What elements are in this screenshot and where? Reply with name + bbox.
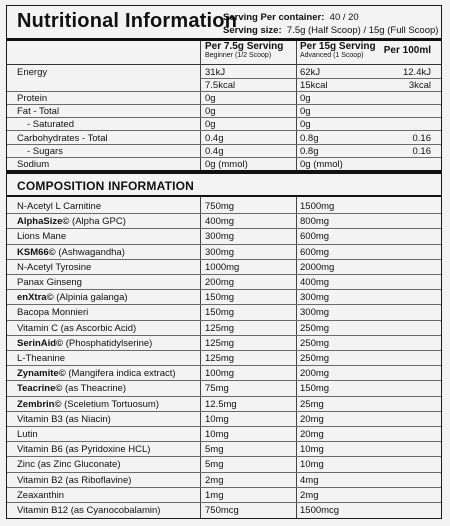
nutrition-panel xyxy=(6,5,442,519)
dose-half-scoop: 5mg xyxy=(205,444,224,456)
ingredient-label: Vitamin B2 (as Riboflavine) xyxy=(17,474,132,486)
composition-row xyxy=(7,412,441,427)
nutrition-row xyxy=(7,79,441,92)
nutrition-row xyxy=(7,145,441,158)
dose-full-scoop: 25mg xyxy=(300,398,324,410)
dose-full-scoop: 200mg xyxy=(300,368,330,380)
dose-half-scoop: 2mg xyxy=(205,474,224,486)
dose-half-scoop: 10mg xyxy=(205,429,229,440)
dose-full-scoop: 250mg xyxy=(300,353,330,364)
ingredient-brand: Teacrine© xyxy=(17,383,63,395)
value-full-scoop: 15kcal xyxy=(300,80,328,92)
ingredient-label: Lutin xyxy=(17,429,38,440)
nutrient-name: Sodium xyxy=(17,158,50,170)
header xyxy=(7,6,441,38)
nutrition-row xyxy=(7,132,441,145)
value-per-100ml: 12.4kJ xyxy=(403,67,431,78)
nutrient-name: Protein xyxy=(17,93,48,105)
dose-full-scoop: 4mg xyxy=(300,474,319,486)
composition-row xyxy=(7,245,441,260)
dose-full-scoop: 1500mcg xyxy=(300,505,340,516)
ingredient-name xyxy=(17,323,136,334)
column-header-per-100ml xyxy=(384,45,431,56)
ingredient-name xyxy=(17,247,125,258)
ingredient-label: N-Acetyl L Carnitine xyxy=(17,201,102,212)
value-half-scoop: 0g (mmol) xyxy=(205,158,248,170)
ingredient-label: (Phosphatidylserine) xyxy=(63,337,153,349)
ingredient-name xyxy=(17,277,82,288)
ingredient-name xyxy=(17,505,160,516)
dose-full-scoop: 250mg xyxy=(300,322,330,334)
ingredient-brand: AlphaSize© xyxy=(17,216,70,228)
composition-title-divider xyxy=(7,195,441,197)
dose-full-scoop: 1500mg xyxy=(300,201,335,212)
ingredient-label: Vitamin B12 (as Cyanocobalamin) xyxy=(17,505,161,516)
dose-full-scoop: 10mg xyxy=(300,444,324,456)
value-full-scoop: 0.8g xyxy=(300,145,319,157)
column-header-sub: Advanced (1 Scoop) xyxy=(300,52,364,59)
value-full-scoop: 0g xyxy=(300,106,311,118)
composition-row xyxy=(7,290,441,305)
ingredient-label: (Sceletium Tortuosum) xyxy=(61,398,159,410)
composition-row xyxy=(7,305,441,320)
value-per-100ml: 0.16 xyxy=(412,145,431,157)
ingredient-name xyxy=(17,475,131,486)
column-header-label: Per 15g Serving xyxy=(300,41,376,52)
ingredient-label: (Alpha GPC) xyxy=(69,216,126,228)
column-header-label: Per 7.5g Serving xyxy=(205,41,284,52)
ingredient-label: Zeaxanthin xyxy=(17,489,65,501)
value-half-scoop: 0g xyxy=(205,106,216,118)
composition-row xyxy=(7,457,441,472)
ingredient-label: L-Theanine xyxy=(17,353,66,364)
dose-half-scoop: 150mg xyxy=(205,292,235,304)
dose-half-scoop: 75mg xyxy=(205,383,229,395)
column-header-full-scoop xyxy=(300,41,376,59)
value-half-scoop: 7.5kcal xyxy=(205,80,236,92)
ingredient-name xyxy=(17,231,66,242)
dose-full-scoop: 800mg xyxy=(300,216,330,228)
composition-title: COMPOSITION INFORMATION xyxy=(17,179,195,193)
serving-size-label: Serving size: xyxy=(223,25,282,36)
composition-row xyxy=(7,260,441,275)
nutrient-name: Fat - Total xyxy=(17,106,60,118)
composition-row xyxy=(7,199,441,214)
column-header-sub: Beginner (1/2 Scoop) xyxy=(205,52,272,59)
composition-row xyxy=(7,351,441,366)
value-half-scoop: 31kJ xyxy=(205,67,226,78)
ingredient-label: (as Theacrine) xyxy=(62,383,127,395)
dose-full-scoop: 600mg xyxy=(300,246,330,258)
dose-half-scoop: 750mcg xyxy=(205,505,239,516)
value-full-scoop: 0g xyxy=(300,93,311,105)
dose-full-scoop: 300mg xyxy=(300,307,330,319)
ingredient-name xyxy=(17,399,159,410)
ingredient-name xyxy=(17,459,120,470)
dose-half-scoop: 12.5mg xyxy=(205,398,237,410)
ingredient-name xyxy=(17,368,176,379)
dose-half-scoop: 1mg xyxy=(205,489,224,501)
nutrient-name: - Sugars xyxy=(27,145,63,157)
composition-row xyxy=(7,214,441,229)
dose-full-scoop: 20mg xyxy=(300,413,324,425)
value-half-scoop: 0g xyxy=(205,93,216,105)
composition-row xyxy=(7,366,441,381)
ingredient-label: (Mangifera indica extract) xyxy=(65,368,176,380)
nutrition-row xyxy=(7,92,441,105)
ingredient-label: Bacopa Monnieri xyxy=(17,307,89,319)
ingredient-name xyxy=(17,353,65,364)
column-header-label: Per 100ml xyxy=(383,45,431,56)
value-full-scoop: 0.8g xyxy=(300,132,319,144)
dose-half-scoop: 200mg xyxy=(205,277,235,288)
ingredient-name xyxy=(17,216,126,227)
column-header-divider xyxy=(7,64,441,65)
value-full-scoop: 62kJ xyxy=(300,67,321,78)
ingredient-brand: enXtra© xyxy=(17,292,54,304)
composition-row xyxy=(7,442,441,457)
composition-row xyxy=(7,229,441,244)
ingredient-name xyxy=(17,414,111,425)
column-header-half-scoop xyxy=(205,41,283,59)
ingredient-name xyxy=(17,383,126,394)
nutrition-row xyxy=(7,66,441,79)
dose-half-scoop: 300mg xyxy=(205,246,235,258)
servings-per-container-label: Serving Per container: xyxy=(223,12,325,23)
composition-row xyxy=(7,488,441,503)
page-title: Nutritional Information xyxy=(17,10,238,32)
nutrient-name: - Saturated xyxy=(27,119,74,131)
ingredient-label: (Alpinia galanga) xyxy=(53,292,128,304)
ingredient-name xyxy=(17,490,64,501)
value-per-100ml: 3kcal xyxy=(408,80,431,92)
dose-half-scoop: 150mg xyxy=(205,307,235,319)
ingredient-name xyxy=(17,338,152,349)
ingredient-label: (Ashwagandha) xyxy=(55,246,125,258)
nutrition-row xyxy=(7,105,441,118)
ingredient-brand: KSM66© xyxy=(17,246,56,258)
ingredient-name xyxy=(17,307,88,318)
section-divider xyxy=(7,170,441,174)
dose-full-scoop: 2000mg xyxy=(300,261,335,273)
ingredient-name xyxy=(17,201,101,212)
composition-row xyxy=(7,275,441,290)
value-half-scoop: 0.4g xyxy=(205,132,224,144)
ingredient-name xyxy=(17,444,150,455)
nutrition-row xyxy=(7,118,441,131)
ingredient-brand: Zembrin© xyxy=(17,398,62,410)
ingredient-label: Panax Ginseng xyxy=(17,277,82,288)
ingredient-label: Vitamin C (as Ascorbic Acid) xyxy=(17,322,137,334)
ingredient-label: Zinc (as Zinc Gluconate) xyxy=(17,459,121,471)
value-half-scoop: 0.4g xyxy=(205,145,224,157)
composition-row xyxy=(7,321,441,336)
ingredient-name xyxy=(17,262,91,273)
dose-half-scoop: 125mg xyxy=(205,322,235,334)
dose-full-scoop: 10mg xyxy=(300,459,324,471)
ingredient-label: Vitamin B6 (as Pyridoxine HCL) xyxy=(17,444,151,456)
ingredient-name xyxy=(17,292,128,303)
dose-full-scoop: 300mg xyxy=(300,292,330,304)
dose-full-scoop: 20mg xyxy=(300,429,324,440)
value-full-scoop: 0g xyxy=(300,119,311,131)
dose-half-scoop: 5mg xyxy=(205,459,224,471)
dose-half-scoop: 125mg xyxy=(205,353,235,364)
composition-row xyxy=(7,336,441,351)
servings-per-container xyxy=(223,12,359,23)
servings-per-container-value: 40 / 20 xyxy=(329,12,359,23)
composition-row xyxy=(7,473,441,488)
dose-full-scoop: 400mg xyxy=(300,277,330,288)
composition-row xyxy=(7,397,441,412)
nutrient-name: Carbohydrates - Total xyxy=(17,132,108,144)
nutrient-name: Energy xyxy=(17,67,48,78)
value-half-scoop: 0g xyxy=(205,119,216,131)
dose-half-scoop: 750mg xyxy=(205,201,235,212)
dose-half-scoop: 100mg xyxy=(205,368,235,380)
nutrition-row xyxy=(7,158,441,171)
ingredient-brand: Zynamite© xyxy=(17,368,66,380)
dose-full-scoop: 2mg xyxy=(300,489,319,501)
dose-half-scoop: 1000mg xyxy=(205,261,240,273)
serving-size xyxy=(223,25,438,36)
dose-full-scoop: 600mg xyxy=(300,231,330,243)
dose-half-scoop: 125mg xyxy=(205,337,235,349)
composition-row xyxy=(7,427,441,442)
ingredient-label: Vitamin B3 (as Niacin) xyxy=(17,413,111,425)
value-full-scoop: 0g (mmol) xyxy=(300,158,343,170)
ingredient-name xyxy=(17,429,38,440)
dose-half-scoop: 300mg xyxy=(205,231,235,243)
serving-size-value: 7.5g (Half Scoop) / 15g (Full Scoop) xyxy=(286,25,439,36)
ingredient-label: N-Acetyl Tyrosine xyxy=(17,261,92,273)
ingredient-brand: SerinAid© xyxy=(17,337,64,349)
dose-half-scoop: 10mg xyxy=(205,413,229,425)
value-per-100ml: 0.16 xyxy=(412,132,431,144)
ingredient-label: Lions Mane xyxy=(17,231,67,243)
dose-half-scoop: 400mg xyxy=(205,216,235,228)
dose-full-scoop: 150mg xyxy=(300,383,330,395)
dose-full-scoop: 250mg xyxy=(300,337,330,349)
composition-row xyxy=(7,381,441,396)
composition-row xyxy=(7,503,441,518)
